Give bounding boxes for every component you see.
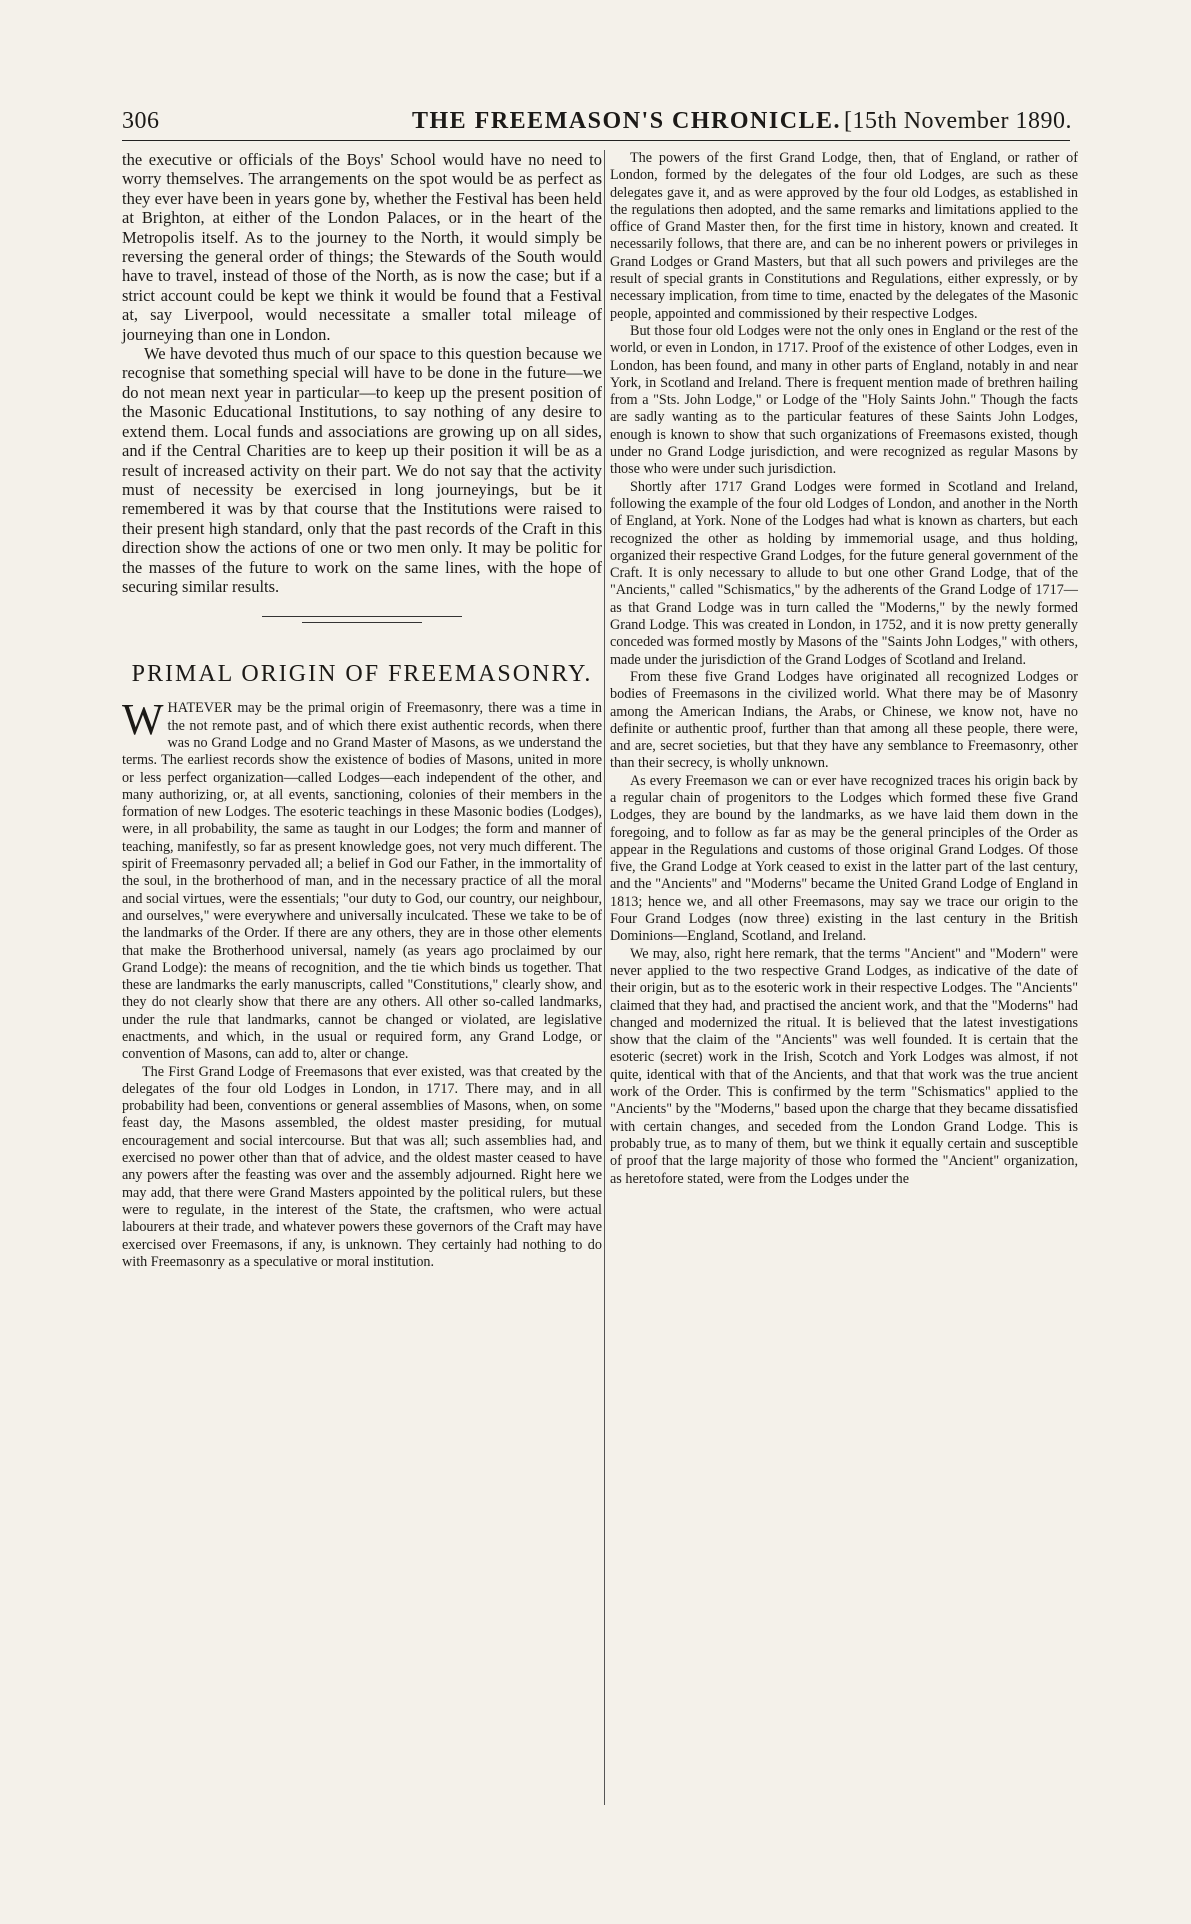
section-divider-ornament <box>262 616 462 623</box>
article-paragraph: The powers of the first Grand Lodge, then, that of England, or rather of London, formed by the delegates of the four old Lodges, are such as these delegates gave it, and as were approved by the four old Lodges, as established in the regulations then adopted, and the same remarks and limitations applied to the office of Grand Master then, for the first time in history, known and created. It necessarily follows, that there are, and can be no inherent powers or privileges in Grand Lodges or Grand Masters, but that all such powers and privileges are the result of special grants in Constitutions and Regulations, either expressly, or by necessary implication, from time to time, enacted by the delegates of the Masonic people, appointed and commissioned by their respective Lodges. <box>610 150 1078 322</box>
right-column <box>610 150 1078 1188</box>
article-paragraph: The First Grand Lodge of Freemasons that ever existed, was that created by the delegates of the four old Lodges in London, in 1717. There may, and in all probability had been, conventions or general assemblies of Masons, when, on some feast day, the Masons assembled, the oldest master presiding, for mutual encouragement and social intercourse. But that was all; such assemblies had, and exercised no power other than that of advice, and the oldest master ceased to have any powers after the feasting was over and the assembly adjourned. Right here we may add, that there were Grand Masters appointed by the political rulers, but these were to regulate, in the interest of the State, the craftsmen, who were actual labourers at their trade, and whatever powers these governors of the Craft may have exercised over Freemasons, if any, is unknown. They certainly had nothing to do with Freemasonry as a speculative or moral institution. <box>122 1063 602 1270</box>
article-paragraph: We may, also, right here remark, that the terms "Ancient" and "Modern" were never applied to the two respective Grand Lodges, as indicative of the date of their origin, but as to the esoteric work in their respective Lodges. The "Ancients" claimed that they had, and practised the ancient work, and that the "Moderns" had changed and modernized the ritual. It is believed that the latest investigations show that the claim of the "Ancients" was well founded. It is certain that the esoteric (secret) work in the Irish, Scotch and York Lodges was almost, if not quite, identical with that of the Ancients, and that that work was the true ancient work of the Order. This is confirmed by the term "Schismatics" applied to the "Ancients" by the "Moderns," based upon the charge that they became dissatisfied with certain changes, and seceded from the London Grand Lodge. This is probably true, as to many of them, but we think it equally certain and susceptible of proof that the large majority of those who formed the "Ancient" organization, as heretofore stated, were from the Lodges under the <box>610 945 1078 1187</box>
continuation-paragraph: the executive or officials of the Boys' School would have no need to worry themselves. The arrangements on the spot would be as perfect as they ever have been in years gone by, whether the Festival has been held at Brighton, at either of the London Palaces, or in the heart of the Metropolis itself. As to the journey to the North, it would simply be reversing the general order of things; the Stewards of the South would have to travel, instead of those of the North, as is now the case; but if a strict account could be kept we think it would be found that a Festival at, say Liverpool, would necessitate a smaller total mileage of journeying than one in London. <box>122 150 602 344</box>
column-divider <box>604 150 605 1805</box>
drop-cap: W <box>122 695 164 745</box>
page-number: 306 <box>122 108 160 134</box>
issue-date: [15th November 1890. <box>844 108 1072 134</box>
continuation-paragraph: We have devoted thus much of our space to this question because we recognise that something special will have to be done in the future—we do not mean next year in particular—to keep up the present position of the Masonic Educational Institutions, to say nothing of any desire to extend them. Local funds and associations are growing up on all sides, and if the Central Charities are to keep up their position it will be as a result of increased activity on their part. We do not say that the activity must of necessity be exercised in long journeyings, but be it remembered it was by that course that the Institutions were raised to their present high standard, only that the past records of the Craft in this direction show the actions of one or two men only. It may be politic for the masses of the future to work on the same lines, with the hope of securing similar results. <box>122 344 602 596</box>
article-paragraph: Shortly after 1717 Grand Lodges were formed in Scotland and Ireland, following the example of the four old Lodges of London, and another in the North of England, at York. None of the Lodges had what is known as charters, but each recognized the other as holding by immemorial usage, and thus holding, organized their respective Grand Lodges, for the future general government of the Craft. It is only necessary to allude to but one other Grand Lodge, that of the "Ancients," called "Schismatics," by the adherents of the Grand Lodge of 1717—as that Grand Lodge was in turn called the "Moderns," by the newly formed Grand Lodge. This was created in London, in 1752, and it is now pretty generally conceded was formed mostly by Masons of the "Saints John Lodges," with others, made under the jurisdiction of the Grand Lodges of Scotland and Ireland. <box>610 478 1078 668</box>
article-lead-text: HATEVER may be the primal origin of Freemasonry, there was a time in the not remote past, and of which there exist authentic records, when there was no Grand Lodge and no Grand Master of Masons, as we understand the terms. The earliest records show the existence of bodies of Masons, united in more or less perfect organization—called Lodges—each independent of the other, and many authorizing, or, at all events, sanctioning, colonies of their members in the formation of new Lodges. The esoteric teachings in these Masonic bodies (Lodges), were, in all probability, the same as taught in our Lodges; the form and manner of teaching, manifestly, so far as present knowledge goes, not very much different. The spirit of Freemasonry pervaded all; a belief in God our Father, in the immortality of the soul, in the brotherhood of man, and in the necessary practice of all the moral and social virtues, were the essentials; "our duty to God, our country, our neighbour, and ourselves," were everywhere and universally inculcated. These we take to be of the landmarks of the Order. If there are any others, they are in those other elements that make the Brotherhood universal, namely (as years ago proclaimed by our Grand Lodge): the means of recognition, and the tie which binds us together. That these are landmarks the early manuscripts, called "Constitutions," clearly show, and they do not clearly show that there are any others. All other so-called landmarks, under the rule that landmarks, cannot be changed or violated, are legislative enactments, and which, in the usual or required form, any Grand Lodge, or convention of Masons, can add to, alter or change. <box>122 700 602 1063</box>
divider-line <box>262 616 462 617</box>
article-paragraph <box>122 695 602 1063</box>
previous-article-continuation <box>122 150 602 596</box>
article-body-left <box>122 695 602 1271</box>
page-header <box>122 104 1072 138</box>
article-paragraph: From these five Grand Lodges have originated all recognized Lodges or bodies of Freemasons in the civilized world. What there may be of Masonry among the American Indians, the Arabs, or Chinese, we know not, have no definite or authentic proof, further than that among all these people, there were, and are, secret societies, but that they have any semblance to Freemasonry, other than their secrecy, is wholly unknown. <box>610 668 1078 772</box>
publication-title: THE FREEMASON'S CHRONICLE. <box>412 108 842 134</box>
divider-line-short <box>302 622 422 623</box>
article-headline: PRIMAL ORIGIN OF FREEMASONRY. <box>131 661 593 688</box>
header-rule <box>122 140 1070 141</box>
article-paragraph: As every Freemason we can or ever have recognized traces his origin back by a regular chain of progenitors to the Lodges which formed these five Grand Lodges, they are bound by the landmarks, as we have laid them down in the foregoing, and to follow as far as may be the general principles of the Order as appear in the Regulations and customs of those original Grand Lodges. Of those five, the Grand Lodge at York ceased to exist in the latter part of the last century, and the "Ancients" and "Moderns" became the United Grand Lodge of England in 1813; hence we, and all other Freemasons, may say we trace our origin to the Four Grand Lodges (now three) existing in the last century in the British Dominions—England, Scotland, and Ireland. <box>610 772 1078 945</box>
article-paragraph: But those four old Lodges were not the only ones in England or the rest of the world, or even in London, in 1717. Proof of the existence of other Lodges, even in London, has been found, and many in other parts of England, notably in and near York, in Scotland and Ireland. There is frequent mention made of brethren hailing from a "Sts. John Lodge," or Lodge of the "Holy Saints John." Though the facts are sadly wanting as to the particular features of these Saints John Lodges, enough is known to show that such organizations of Freemasons existed, though under no Grand Lodge jurisdiction, and were recognized as regular Masons by those who were under such jurisdiction. <box>610 322 1078 478</box>
left-column <box>122 150 602 1271</box>
